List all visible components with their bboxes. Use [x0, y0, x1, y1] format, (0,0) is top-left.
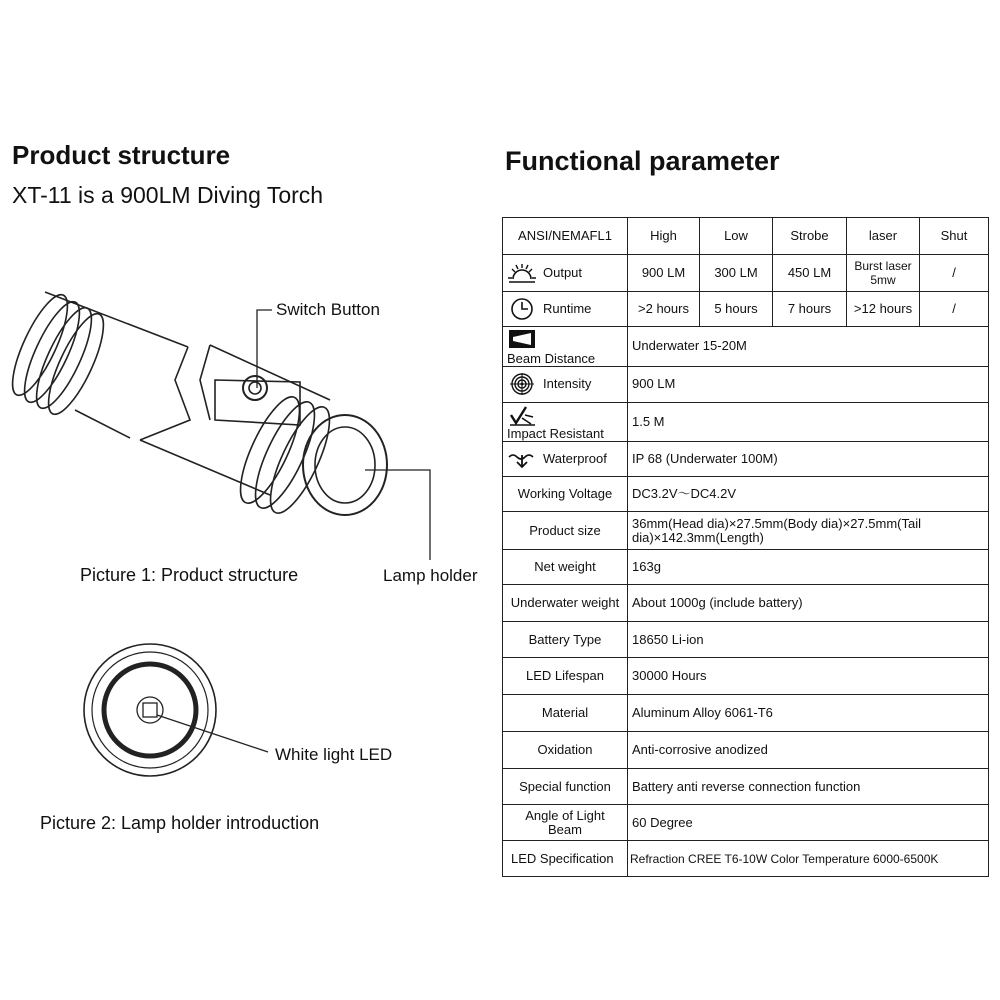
table-row	[503, 695, 989, 732]
beam-icon	[507, 327, 537, 351]
product-subtitle: XT-11 is a 900LM Diving Torch	[12, 182, 324, 208]
water-icon	[507, 447, 537, 471]
sun-icon	[507, 261, 537, 285]
net-weight-label: Net weight	[503, 550, 628, 585]
led-spec-label: LED Specification	[503, 841, 628, 877]
runtime-laser: >12 hours	[847, 292, 920, 327]
table-row	[503, 658, 989, 695]
table-row	[503, 805, 989, 841]
oxidation-value: Anti-corrosive anodized	[628, 732, 989, 769]
battery-value: 18650 Li-ion	[628, 622, 989, 658]
lamp-holder-illustration	[84, 644, 268, 776]
special-function-label: Special function	[503, 769, 628, 805]
beam-label: Beam Distance	[507, 350, 596, 366]
torch-illustration	[2, 288, 387, 520]
picture1-caption: Picture 1: Product structure	[80, 565, 299, 585]
lifespan-label: LED Lifespan	[503, 658, 628, 695]
table-row	[503, 477, 989, 512]
product-structure-title: Product structure	[12, 140, 231, 170]
table-row	[503, 769, 989, 805]
mode-laser: laser	[847, 218, 920, 255]
runtime-strobe: 7 hours	[773, 292, 847, 327]
intensity-row	[503, 366, 989, 402]
impact-icon	[507, 403, 537, 427]
runtime-row	[503, 292, 989, 327]
runtime-low: 5 hours	[700, 292, 773, 327]
mode-shut: Shut	[920, 218, 989, 255]
output-row	[503, 255, 989, 292]
table-row	[503, 550, 989, 585]
output-shut: /	[920, 255, 989, 292]
impact-value: 1.5 M	[628, 402, 989, 442]
ansi-label: ANSI/NEMAFL1	[503, 218, 628, 255]
output-strobe: 450 LM	[773, 255, 847, 292]
runtime-label: Runtime	[543, 301, 592, 316]
clock-icon	[507, 297, 537, 321]
impact-label: Impact Resistant	[507, 426, 604, 442]
runtime-shut: /	[920, 292, 989, 327]
table-row	[503, 622, 989, 658]
underwater-weight-value: About 1000g (include battery)	[628, 585, 989, 622]
parameter-table	[502, 217, 989, 877]
table-row	[503, 585, 989, 622]
switch-button-callout: Switch Button	[276, 300, 380, 319]
special-function-value: Battery anti reverse connection function	[628, 769, 989, 805]
material-label: Material	[503, 695, 628, 732]
size-label: Product size	[503, 512, 628, 550]
output-low: 300 LM	[700, 255, 773, 292]
functional-parameter-title: Functional parameter	[505, 146, 780, 176]
output-laser: Burst laser 5mw	[847, 255, 920, 292]
waterproof-value: IP 68 (Underwater 100M)	[628, 442, 989, 477]
beam-value: Underwater 15-20M	[628, 327, 989, 367]
size-value: 36mm(Head dia)×27.5mm(Body dia)×27.5mm(Tail dia)×142.3mm(Length)	[628, 512, 989, 550]
output-label: Output	[543, 265, 583, 280]
beam-angle-value: 60 Degree	[628, 805, 989, 841]
mode-strobe: Strobe	[773, 218, 847, 255]
target-icon	[507, 372, 537, 396]
net-weight-value: 163g	[628, 550, 989, 585]
intensity-label: Intensity	[543, 376, 592, 392]
output-high: 900 LM	[628, 255, 700, 292]
intensity-value: 900 LM	[628, 366, 989, 402]
white-led-callout: White light LED	[275, 745, 393, 764]
lifespan-value: 30000 Hours	[628, 658, 989, 695]
waterproof-row	[503, 442, 989, 477]
oxidation-label: Oxidation	[503, 732, 628, 769]
waterproof-label: Waterproof	[543, 451, 607, 467]
table-row	[503, 732, 989, 769]
table-row	[503, 841, 989, 877]
voltage-label: Working Voltage	[503, 477, 628, 512]
mode-low: Low	[700, 218, 773, 255]
picture2-caption: Picture 2: Lamp holder introduction	[40, 813, 320, 833]
voltage-value: DC3.2V～DC4.2V	[628, 477, 989, 512]
lamp-holder-callout: Lamp holder	[383, 566, 478, 585]
picture1-leaders	[257, 310, 430, 560]
runtime-high: >2 hours	[628, 292, 700, 327]
beam-row	[503, 327, 989, 367]
impact-row	[503, 402, 989, 442]
battery-label: Battery Type	[503, 622, 628, 658]
mode-high: High	[628, 218, 700, 255]
underwater-weight-label: Underwater weight	[503, 585, 628, 622]
material-value: Aluminum Alloy 6061-T6	[628, 695, 989, 732]
led-spec-value: Refraction CREE T6-10W Color Temperature 6000-6500K	[628, 841, 989, 877]
table-row	[503, 512, 989, 550]
beam-angle-label: Angle of Light Beam	[503, 805, 628, 841]
table-header-row	[503, 218, 989, 255]
